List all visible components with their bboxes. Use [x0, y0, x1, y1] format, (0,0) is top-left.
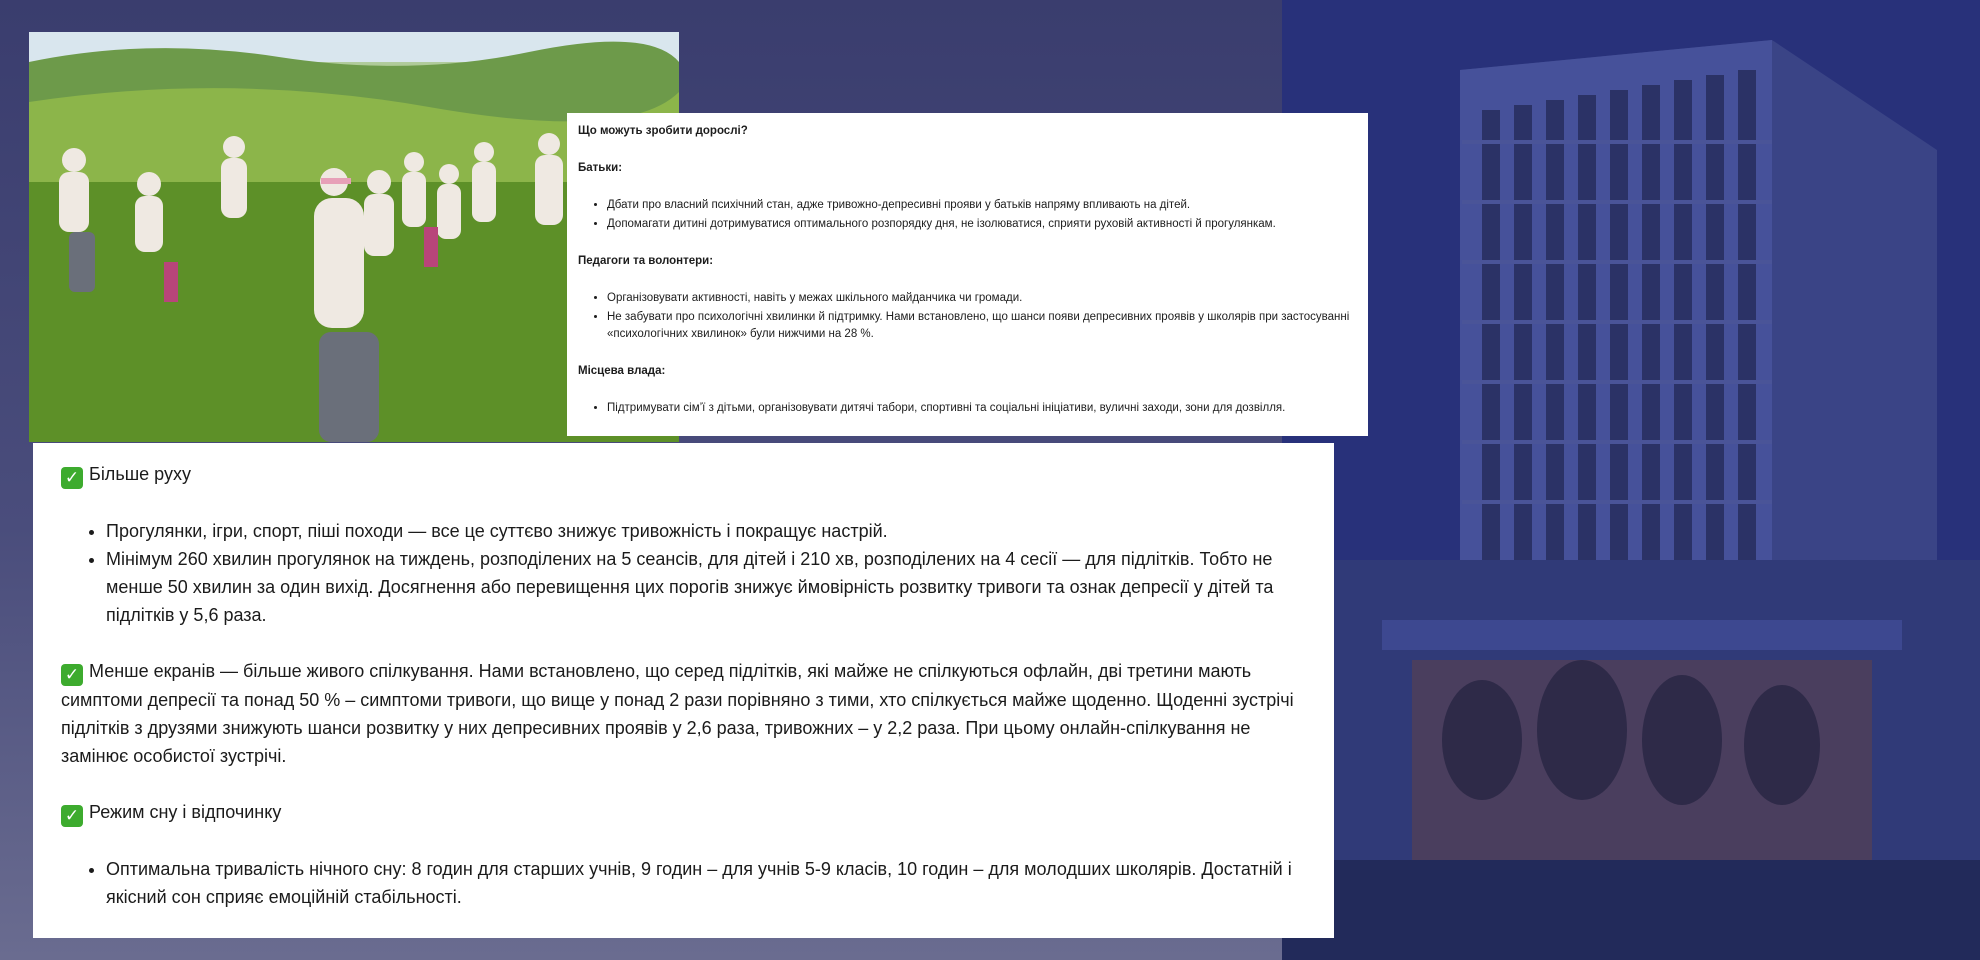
list-item: • Допомагати дитині дотримуватися оптимального розпорядку дня, не ізолюватися, сприяти руховій активності й прогулянкам.: [607, 216, 1356, 233]
building-photo: [1282, 0, 1980, 960]
list-item: • Прогулянки, ігри, спорт, піші походи — все це суттєво знижує тривожність і покращує настрій.: [106, 517, 1308, 545]
parents-list: [578, 197, 1356, 233]
section-heading-local-authorities: Місцева влада:: [578, 365, 666, 377]
list-item: • Оптимальна тривалість нічного сну: 8 годин для старших учнів, 9 годин – для учнів 5-9 класів, 10 годин – для молодших школярів. Достатній і якісний сон сприяє емоційній стабільності.: [106, 855, 1308, 911]
check-mark-icon: ✓: [61, 805, 83, 827]
list-item: • Підтримувати сім’ї з дітьми, організовувати дитячі табори, спортивні та соціальні ініціативи, вуличні заходи, зони для дозвілля.: [607, 400, 1356, 417]
section-sleep-mode: [61, 798, 1308, 827]
section-title: Режим сну і відпочинку: [89, 802, 282, 822]
list-item: • Дбати про власний психічний стан, адже тривожно-депресивні прояви у батьків напряму впливають на дітей.: [607, 197, 1356, 214]
check-mark-icon: ✓: [61, 664, 83, 686]
section-title: Більше руху: [89, 464, 191, 484]
card-title: Що можуть зробити дорослі?: [578, 125, 748, 137]
list-item: • Мінімум 260 хвилин прогулянок на тиждень, розподілених на 5 сеансів, для дітей і 210 хв, розподілених на 4 сесії — для підлітків. Тобто не менше 50 хвилин за один вихід. Досягнення або перевищення цих порогів знижує ймовірність розвитку тривоги та ознак депресії у дітей та підлітків у 5,6 раза.: [106, 545, 1308, 629]
section-less-screens: [61, 657, 1308, 770]
adults-actions-card: [567, 113, 1368, 436]
sleep-list: [61, 855, 1308, 911]
list-item: • Не забувати про психологічні хвилинки й підтримку. Нами встановлено, що шанси появи депресивних проявів у школярів при застосуванні «психологічних хвилинок» були нижчими на 28 %.: [607, 309, 1356, 343]
section-more-movement: [61, 460, 1308, 489]
teachers-list: [578, 290, 1356, 343]
local-authorities-list: [578, 400, 1356, 417]
check-mark-icon: ✓: [61, 467, 83, 489]
movement-list: [61, 517, 1308, 629]
recommendations-card: [33, 443, 1334, 938]
section-text: Менше екранів — більше живого спілкування. Нами встановлено, що серед підлітків, які майже не спілкуються офлайн, дві третини мають симптоми депресії та понад 50 % – симптоми тривоги, що вище у понад 2 рази порівняно з тими, хто спілкується майже щоденно. Щоденні зустрічі підлітків з друзями знижують шанси розвитку у них депресивних проявів у 2,6 раза, тривожних – у 2,2 раза. При цьому онлайн-спілкування не замінює особистої зустрічі.: [61, 661, 1294, 766]
section-heading-teachers: Педагоги та волонтери:: [578, 255, 714, 267]
section-heading-parents: Батьки:: [578, 162, 623, 174]
list-item: • Організовувати активності, навіть у межах шкільного майданчика чи громади.: [607, 290, 1356, 307]
